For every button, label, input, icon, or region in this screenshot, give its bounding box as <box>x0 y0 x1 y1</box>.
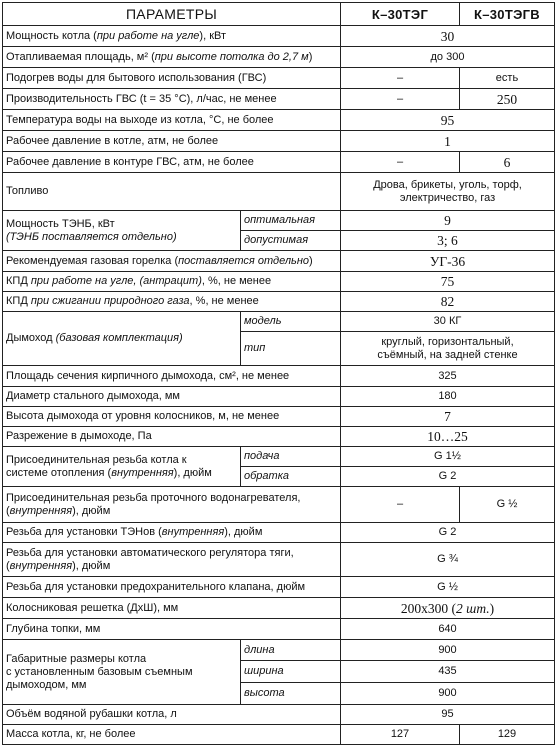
param-label <box>3 543 341 577</box>
param-value: 325 <box>341 366 555 387</box>
label-line: (внутренняя), дюйм <box>6 559 111 572</box>
sub-label: подача <box>241 447 341 467</box>
param-label: Дымоход (базовая комплектация) <box>3 312 241 366</box>
param-value-2: 250 <box>460 89 555 110</box>
param-label: Температура воды на выходе из котла, °C, не более <box>3 110 341 131</box>
param-label: Мощность котла (при работе на угле), кВт <box>3 26 341 47</box>
parameters-table <box>2 2 555 745</box>
table-row <box>3 577 555 598</box>
param-label: Колосниковая решетка (ДхШ), мм <box>3 598 341 619</box>
param-label: КПД при работе на угле, (антрацит), %, не менее <box>3 272 341 292</box>
param-label: Резьба для установки предохранительного клапана, дюйм <box>3 577 341 598</box>
param-label <box>3 211 241 251</box>
param-label: КПД при сжигании природного газа, %, не менее <box>3 292 341 312</box>
param-value: 9 <box>341 211 555 231</box>
param-value-1: – <box>341 487 460 523</box>
param-value: 900 <box>341 683 555 705</box>
param-label: Площадь сечения кирпичного дымохода, см², не менее <box>3 366 341 387</box>
param-label: Масса котла, кг, не более <box>3 725 341 745</box>
param-label: Отапливаемая площадь, м² (при высоте потолка до 2,7 м) <box>3 47 341 68</box>
sub-label: обратка <box>241 467 341 487</box>
param-value: 435 <box>341 661 555 683</box>
param-label: Резьба для установки ТЭНов (внутренняя), дюйм <box>3 523 341 543</box>
label-line: с установленным базовым съемным <box>6 665 193 678</box>
table-row <box>3 251 555 272</box>
param-label: Топливо <box>3 173 341 211</box>
param-value: 95 <box>341 110 555 131</box>
table-row <box>3 427 555 447</box>
param-label: Рабочее давление в котле, атм, не более <box>3 131 341 152</box>
sub-label: модель <box>241 312 341 332</box>
param-value: G 1½ <box>341 447 555 467</box>
param-value: G ½ <box>341 577 555 598</box>
param-value-1: – <box>341 68 460 89</box>
param-label: Подогрев воды для бытового использования (ГВС) <box>3 68 341 89</box>
param-value <box>341 332 555 366</box>
param-label: Объём водяной рубашки котла, л <box>3 705 341 725</box>
param-label <box>3 447 241 487</box>
table-row <box>3 598 555 619</box>
param-value: G 2 <box>341 523 555 543</box>
table-row <box>3 725 555 745</box>
table-row <box>3 68 555 89</box>
table-row <box>3 292 555 312</box>
label-line: Присоединительная резьба котла к <box>6 453 187 466</box>
table-row <box>3 487 555 523</box>
table-row <box>3 110 555 131</box>
sub-label: допустимая <box>241 231 341 251</box>
param-value: до 300 <box>341 47 555 68</box>
label-line: дымоходом, мм <box>6 678 87 691</box>
table-row <box>3 523 555 543</box>
header-row <box>3 3 555 26</box>
param-value: 1 <box>341 131 555 152</box>
param-value: 10…25 <box>341 427 555 447</box>
table-row <box>3 619 555 640</box>
param-value: 180 <box>341 387 555 407</box>
label-line: Габаритные размеры котла <box>6 652 147 665</box>
table-row <box>3 47 555 68</box>
table-row <box>3 173 555 211</box>
param-value: 30 <box>341 26 555 47</box>
param-value: 82 <box>341 292 555 312</box>
label-line: системе отопления (внутренняя), дюйм <box>6 466 212 479</box>
param-value: G ¾ <box>341 543 555 577</box>
param-value-1: – <box>341 89 460 110</box>
param-value: 95 <box>341 705 555 725</box>
param-label: Разрежение в дымоходе, Па <box>3 427 341 447</box>
param-value-2: есть <box>460 68 555 89</box>
table-row <box>3 26 555 47</box>
table-row <box>3 543 555 577</box>
table-row <box>3 152 555 173</box>
table-row <box>3 312 555 332</box>
param-value-1: – <box>341 152 460 173</box>
table-row <box>3 211 555 231</box>
param-label <box>3 640 241 705</box>
param-value-2: G ½ <box>460 487 555 523</box>
param-label: Производительность ГВС (t = 35 °C), л/час, не менее <box>3 89 341 110</box>
param-value-1: 127 <box>341 725 460 745</box>
table-row <box>3 131 555 152</box>
table-row <box>3 705 555 725</box>
table-row <box>3 366 555 387</box>
table-row <box>3 272 555 292</box>
value-line: Дрова, брикеты, уголь, торф, <box>373 178 522 191</box>
param-label: Рекомендуемая газовая горелка (поставляется отдельно) <box>3 251 341 272</box>
label-line: (ТЭНБ поставляется отдельно) <box>6 230 177 243</box>
param-label <box>3 487 341 523</box>
param-value: 200х300 (2 шт.) <box>341 598 555 619</box>
label-line: Присоединительная резьба проточного водонагревателя, <box>6 491 301 504</box>
table-row <box>3 89 555 110</box>
sub-label: оптимальная <box>241 211 341 231</box>
param-value: 7 <box>341 407 555 427</box>
param-label: Высота дымохода от уровня колосников, м, не менее <box>3 407 341 427</box>
param-value <box>341 173 555 211</box>
param-value: G 2 <box>341 467 555 487</box>
param-value: УГ-36 <box>341 251 555 272</box>
header-parameters: ПАРАМЕТРЫ <box>3 3 341 26</box>
param-label: Диаметр стального дымохода, мм <box>3 387 341 407</box>
sub-label: длина <box>241 640 341 661</box>
label-line: Резьба для установки автоматического регулятора тяги, <box>6 546 294 559</box>
label-line: Мощность ТЭНБ, кВт <box>6 217 115 230</box>
label-line: (внутренняя), дюйм <box>6 504 111 517</box>
table-row <box>3 640 555 661</box>
sub-label: тип <box>241 332 341 366</box>
sub-label: ширина <box>241 661 341 683</box>
value-line: электричество, газ <box>399 191 496 204</box>
param-value: 75 <box>341 272 555 292</box>
table-row <box>3 387 555 407</box>
param-label: Глубина топки, мм <box>3 619 341 640</box>
param-value-2: 6 <box>460 152 555 173</box>
header-model-2: К–30ТЭГВ <box>460 3 555 26</box>
param-label: Рабочее давление в контуре ГВС, атм, не более <box>3 152 341 173</box>
param-value: 640 <box>341 619 555 640</box>
header-model-1: К–30ТЭГ <box>341 3 460 26</box>
param-value: 3; 6 <box>341 231 555 251</box>
table-row <box>3 407 555 427</box>
sub-label: высота <box>241 683 341 705</box>
table-row <box>3 447 555 467</box>
param-value-2: 129 <box>460 725 555 745</box>
value-line: круглый, горизонтальный, <box>381 335 514 348</box>
value-line: съёмный, на задней стенке <box>377 348 518 361</box>
param-value: 30 КГ <box>341 312 555 332</box>
param-value: 900 <box>341 640 555 661</box>
